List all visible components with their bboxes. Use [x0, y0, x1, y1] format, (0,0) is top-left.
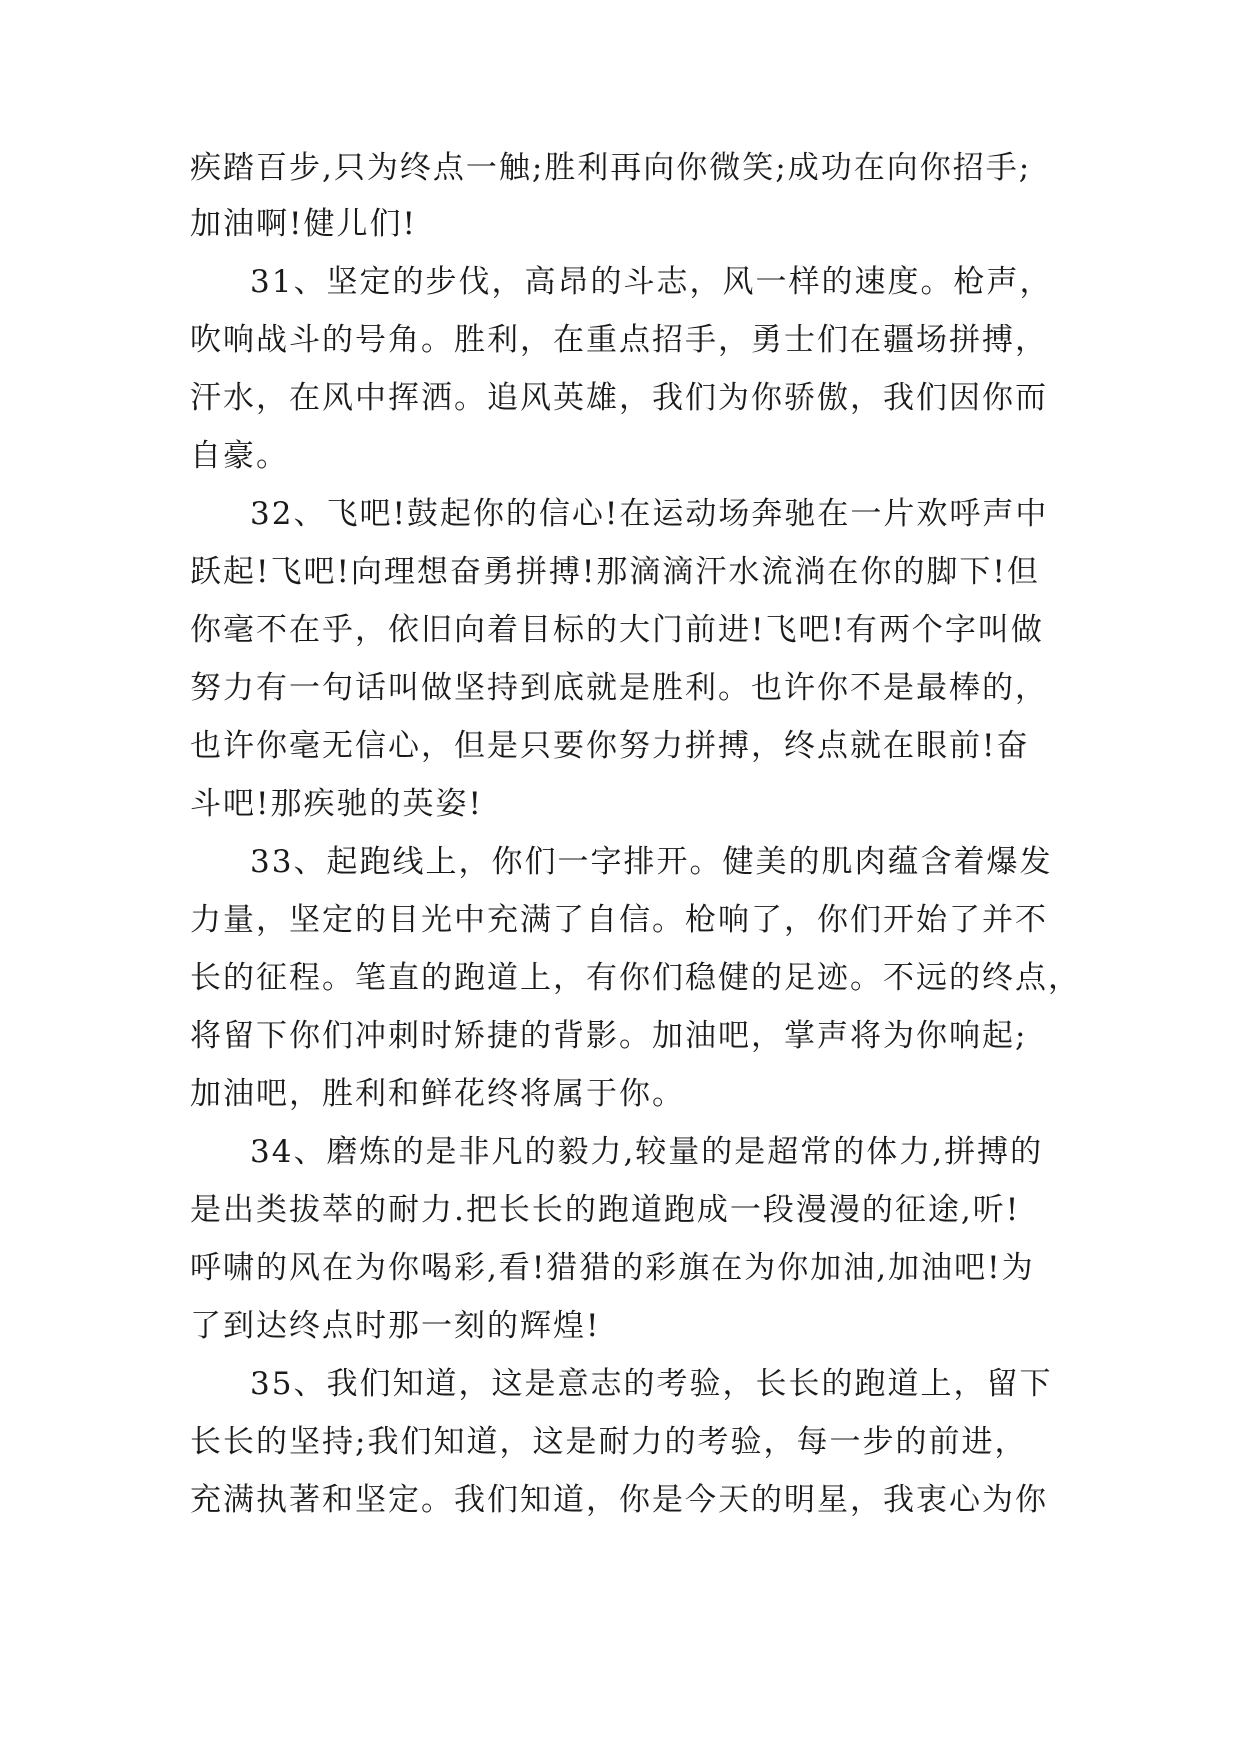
text-line: 疾踏百步,只为终点一触;胜利再向你微笑;成功在向你招手;	[190, 150, 1032, 186]
text-line: 长长的坚持;我们知道，这是耐力的考验，每一步的前进，	[190, 1424, 1028, 1460]
text-line: 加油吧，胜利和鲜花终将属于你。	[190, 1076, 685, 1112]
text-line: 跃起!飞吧!向理想奋勇拼搏!那滴滴汗水流淌在你的脚下!但	[190, 554, 1040, 590]
text-line: 充满执著和坚定。我们知道，你是今天的明星，我衷心为你	[190, 1482, 1048, 1518]
text-line: 你毫不在乎，依旧向着目标的大门前进!飞吧!有两个字叫做	[190, 612, 1044, 648]
paragraph-35-start: 35、我们知道，这是意志的考验，长长的跑道上，留下	[250, 1366, 1053, 1402]
text-line: 自豪。	[190, 438, 289, 474]
paragraph-31-start: 31、坚定的步伐，高昂的斗志，风一样的速度。枪声，	[250, 264, 1053, 300]
text-line: 斗吧!那疾驰的英姿!	[190, 786, 483, 822]
text-line: 长的征程。笔直的跑道上，有你们稳健的足迹。不远的终点，	[190, 960, 1081, 996]
text-line: 呼啸的风在为你喝彩,看!猎猎的彩旗在为你加油,加油吧!为	[190, 1250, 1035, 1286]
paragraph-33-start: 33、起跑线上，你们一字排开。健美的肌肉蕴含着爆发	[250, 844, 1053, 880]
paragraph-34-start: 34、磨炼的是非凡的毅力,较量的是超常的体力,拼搏的	[250, 1134, 1044, 1170]
text-line: 将留下你们冲刺时矫捷的背影。加油吧，掌声将为你响起;	[190, 1018, 1028, 1054]
text-line: 汗水，在风中挥洒。追风英雄，我们为你骄傲，我们因你而	[190, 380, 1048, 416]
text-line: 了到达终点时那一刻的辉煌!	[190, 1308, 601, 1344]
text-line: 加油啊!健儿们!	[190, 206, 417, 242]
text-line: 也许你毫无信心，但是只要你努力拼搏，终点就在眼前!奋	[190, 728, 1030, 764]
paragraph-32-start: 32、飞吧!鼓起你的信心!在运动场奔驰在一片欢呼声中	[250, 496, 1049, 532]
text-line: 是出类拔萃的耐力.把长长的跑道跑成一段漫漫的征途,听!	[190, 1192, 1021, 1228]
text-line: 努力有一句话叫做坚持到底就是胜利。也许你不是最棒的，	[190, 670, 1048, 706]
text-line: 力量，坚定的目光中充满了自信。枪响了，你们开始了并不	[190, 902, 1048, 938]
text-line: 吹响战斗的号角。胜利，在重点招手，勇士们在疆场拼搏，	[190, 322, 1048, 358]
